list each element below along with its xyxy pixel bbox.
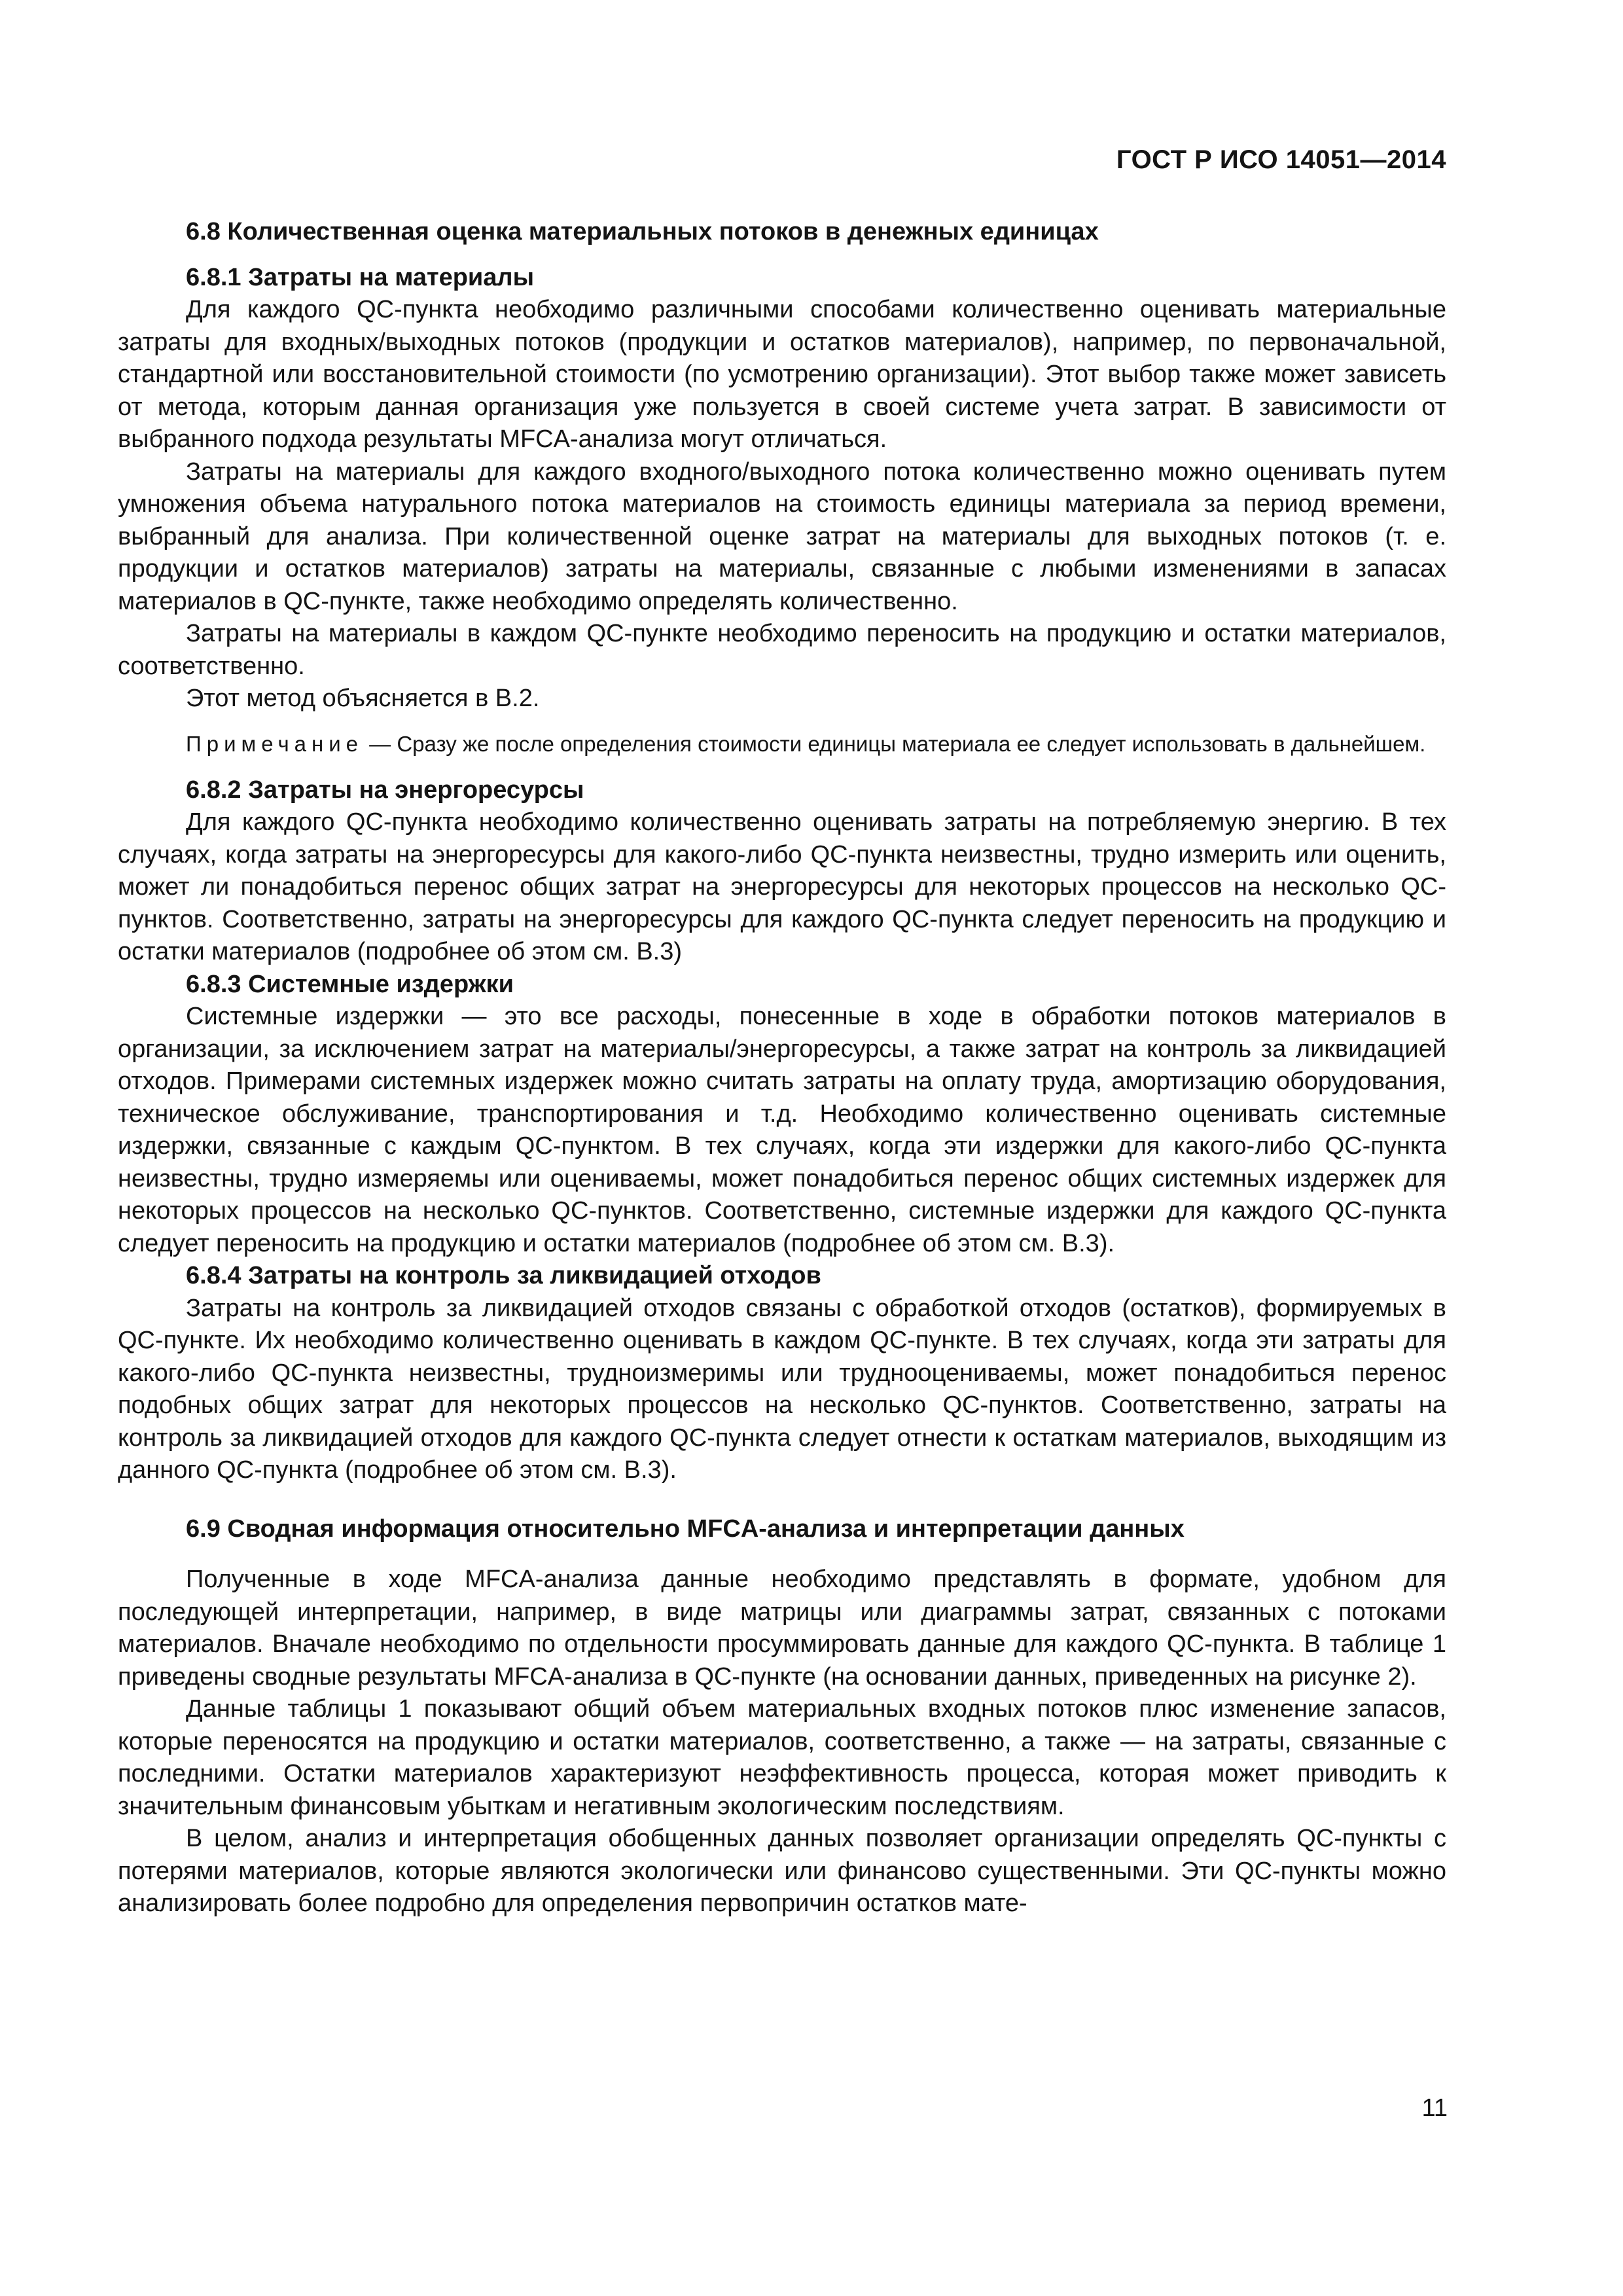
page-body: [118, 216, 1446, 1920]
note-label: Примечание: [186, 731, 364, 756]
paragraph: Данные таблицы 1 показывают общий объем материальных входных потоков плюс изменение запасов, которые переносятся на продукцию и остатки материалов, соответственно, а также — на затраты, связанные с последними. Остатки материалов характеризуют неэффективность процесса, которая может приводить к значительным финансовым убыткам и негативным экологическим последствиям.: [118, 1695, 1446, 1820]
paragraph: Затраты на контроль за ликвидацией отходов связаны с обработкой отходов (остатков), формируемых в QC-пункте. Их необходимо количественно оценивать в каждом QC-пункте. В тех случаях, когда эти затраты для какого-либо QC-пункта неизвестны, трудноизмеримы или труднооцениваемы, может понадобиться перенос подобных общих затрат для некоторых процессов на несколько QC-пунктов. Соответственно, затраты на контроль за ликвидацией отходов для каждого QC-пункта следует отнести к остаткам материалов, выходящим из данного QC-пункта (подробнее об этом см. В.3).: [118, 1294, 1446, 1484]
page-number: 11: [1421, 2094, 1448, 2122]
section-6-8-heading: 6.8 Количественная оценка материальных потоков в денежных единицах: [186, 218, 1099, 245]
paragraph: Полученные в ходе MFCA-анализа данные необходимо представлять в формате, удобном для последующей интерпретации, например, в виде матрицы или диаграммы затрат, связанных с потоками материалов. Вначале необходимо по отдельности просуммировать данные для каждого QC-пункта. В таблице 1 приведены сводные результаты MFCA-анализа в QC-пункте (на основании данных, приведенных на рисунке 2).: [118, 1566, 1446, 1691]
paragraph: Системные издержки — это все расходы, понесенные в ходе в обработки потоков материалов в организации, за исключением затрат на материалы/энергоресурсы, а также затрат на контроль за ликвидацией отходов. Примерами системных издержек можно считать затраты на оплату труда, амортизацию оборудования, техническое обслуживание, транспортирования и т.д. Необходимо количественно оценивать системные издержки, связанные с каждым QC-пунктом. В тех случаях, когда эти издержки для какого-либо QC-пункта неизвестны, трудно измеряемы или оцениваемы, может понадобиться перенос общих системных издержек для некоторых процессов на несколько QC-пунктов. Соответственно, системные издержки для каждого QC-пункта следует переносить на продукцию и остатки материалов (подробнее об этом см. В.3).: [118, 1003, 1446, 1257]
section-6-8-4-heading: 6.8.4 Затраты на контроль за ликвидацией отходов: [186, 1262, 821, 1289]
note-text: — Сразу же после определения стоимости единицы материала ее следует использовать в дальнейшем.: [363, 731, 1426, 756]
paragraph: Затраты на материалы для каждого входного/выходного потока количественно можно оценивать путем умножения объема натурального потока материалов на стоимость единицы материала за период времени, выбранный для анализа. При количественной оценке затрат на материалы для выходных потоков (т. е. продукции и остатков материалов) затраты на материалы, связанные с любыми изменениями в запасах материалов в QC-пункте, также необходимо определять количественно.: [118, 457, 1446, 615]
paragraph: Затраты на материалы в каждом QC-пункте необходимо переносить на продукцию и остатки материалов, соответственно.: [118, 620, 1446, 680]
section-6-8-1-heading: 6.8.1 Затраты на материалы: [186, 263, 535, 291]
paragraph: Этот метод объясняется в В.2.: [186, 685, 540, 712]
note: [118, 730, 1446, 759]
section-6-9-heading: 6.9 Сводная информация относительно MFCA-анализа и интерпретации данных: [186, 1515, 1185, 1543]
paragraph: Для каждого QC-пункта необходимо различными способами количественно оценивать материальные затраты для входных/выходных потоков (продукции и остатков материалов), например, по первоначальной, стандартной или восстановительной стоимости (по усмотрению организации). Этот выбор также может зависеть от метода, которым данная организация уже пользуется в своей системе учета затрат. В зависимости от выбранного подхода результаты MFCA-анализа могут отличаться.: [118, 296, 1446, 453]
section-6-8-3-heading: 6.8.3 Системные издержки: [186, 970, 514, 998]
paragraph: В целом, анализ и интерпретация обобщенных данных позволяет организации определять QC-пункты с потерями материалов, которые являются экологически или финансово существенными. Эти QC-пункты можно анализировать более подробно для определения первопричин остатков мате-: [118, 1825, 1446, 1917]
paragraph: Для каждого QC-пункта необходимо количественно оценивать затраты на потребляемую энергию. В тех случаях, когда затраты на энергоресурсы для какого-либо QC-пункта неизвестны, трудно измерить или оценить, может ли понадобиться перенос общих затрат на энергоресурсы для некоторых процессов на несколько QC-пунктов. Соответственно, затраты на энергоресурсы для каждого QC-пункта следует переносить на продукцию и остатки материалов (подробнее об этом см. В.3): [118, 808, 1446, 965]
section-6-8-2-heading: 6.8.2 Затраты на энергоресурсы: [186, 776, 584, 804]
standard-designation: ГОСТ Р ИСО 14051—2014: [1116, 145, 1446, 174]
